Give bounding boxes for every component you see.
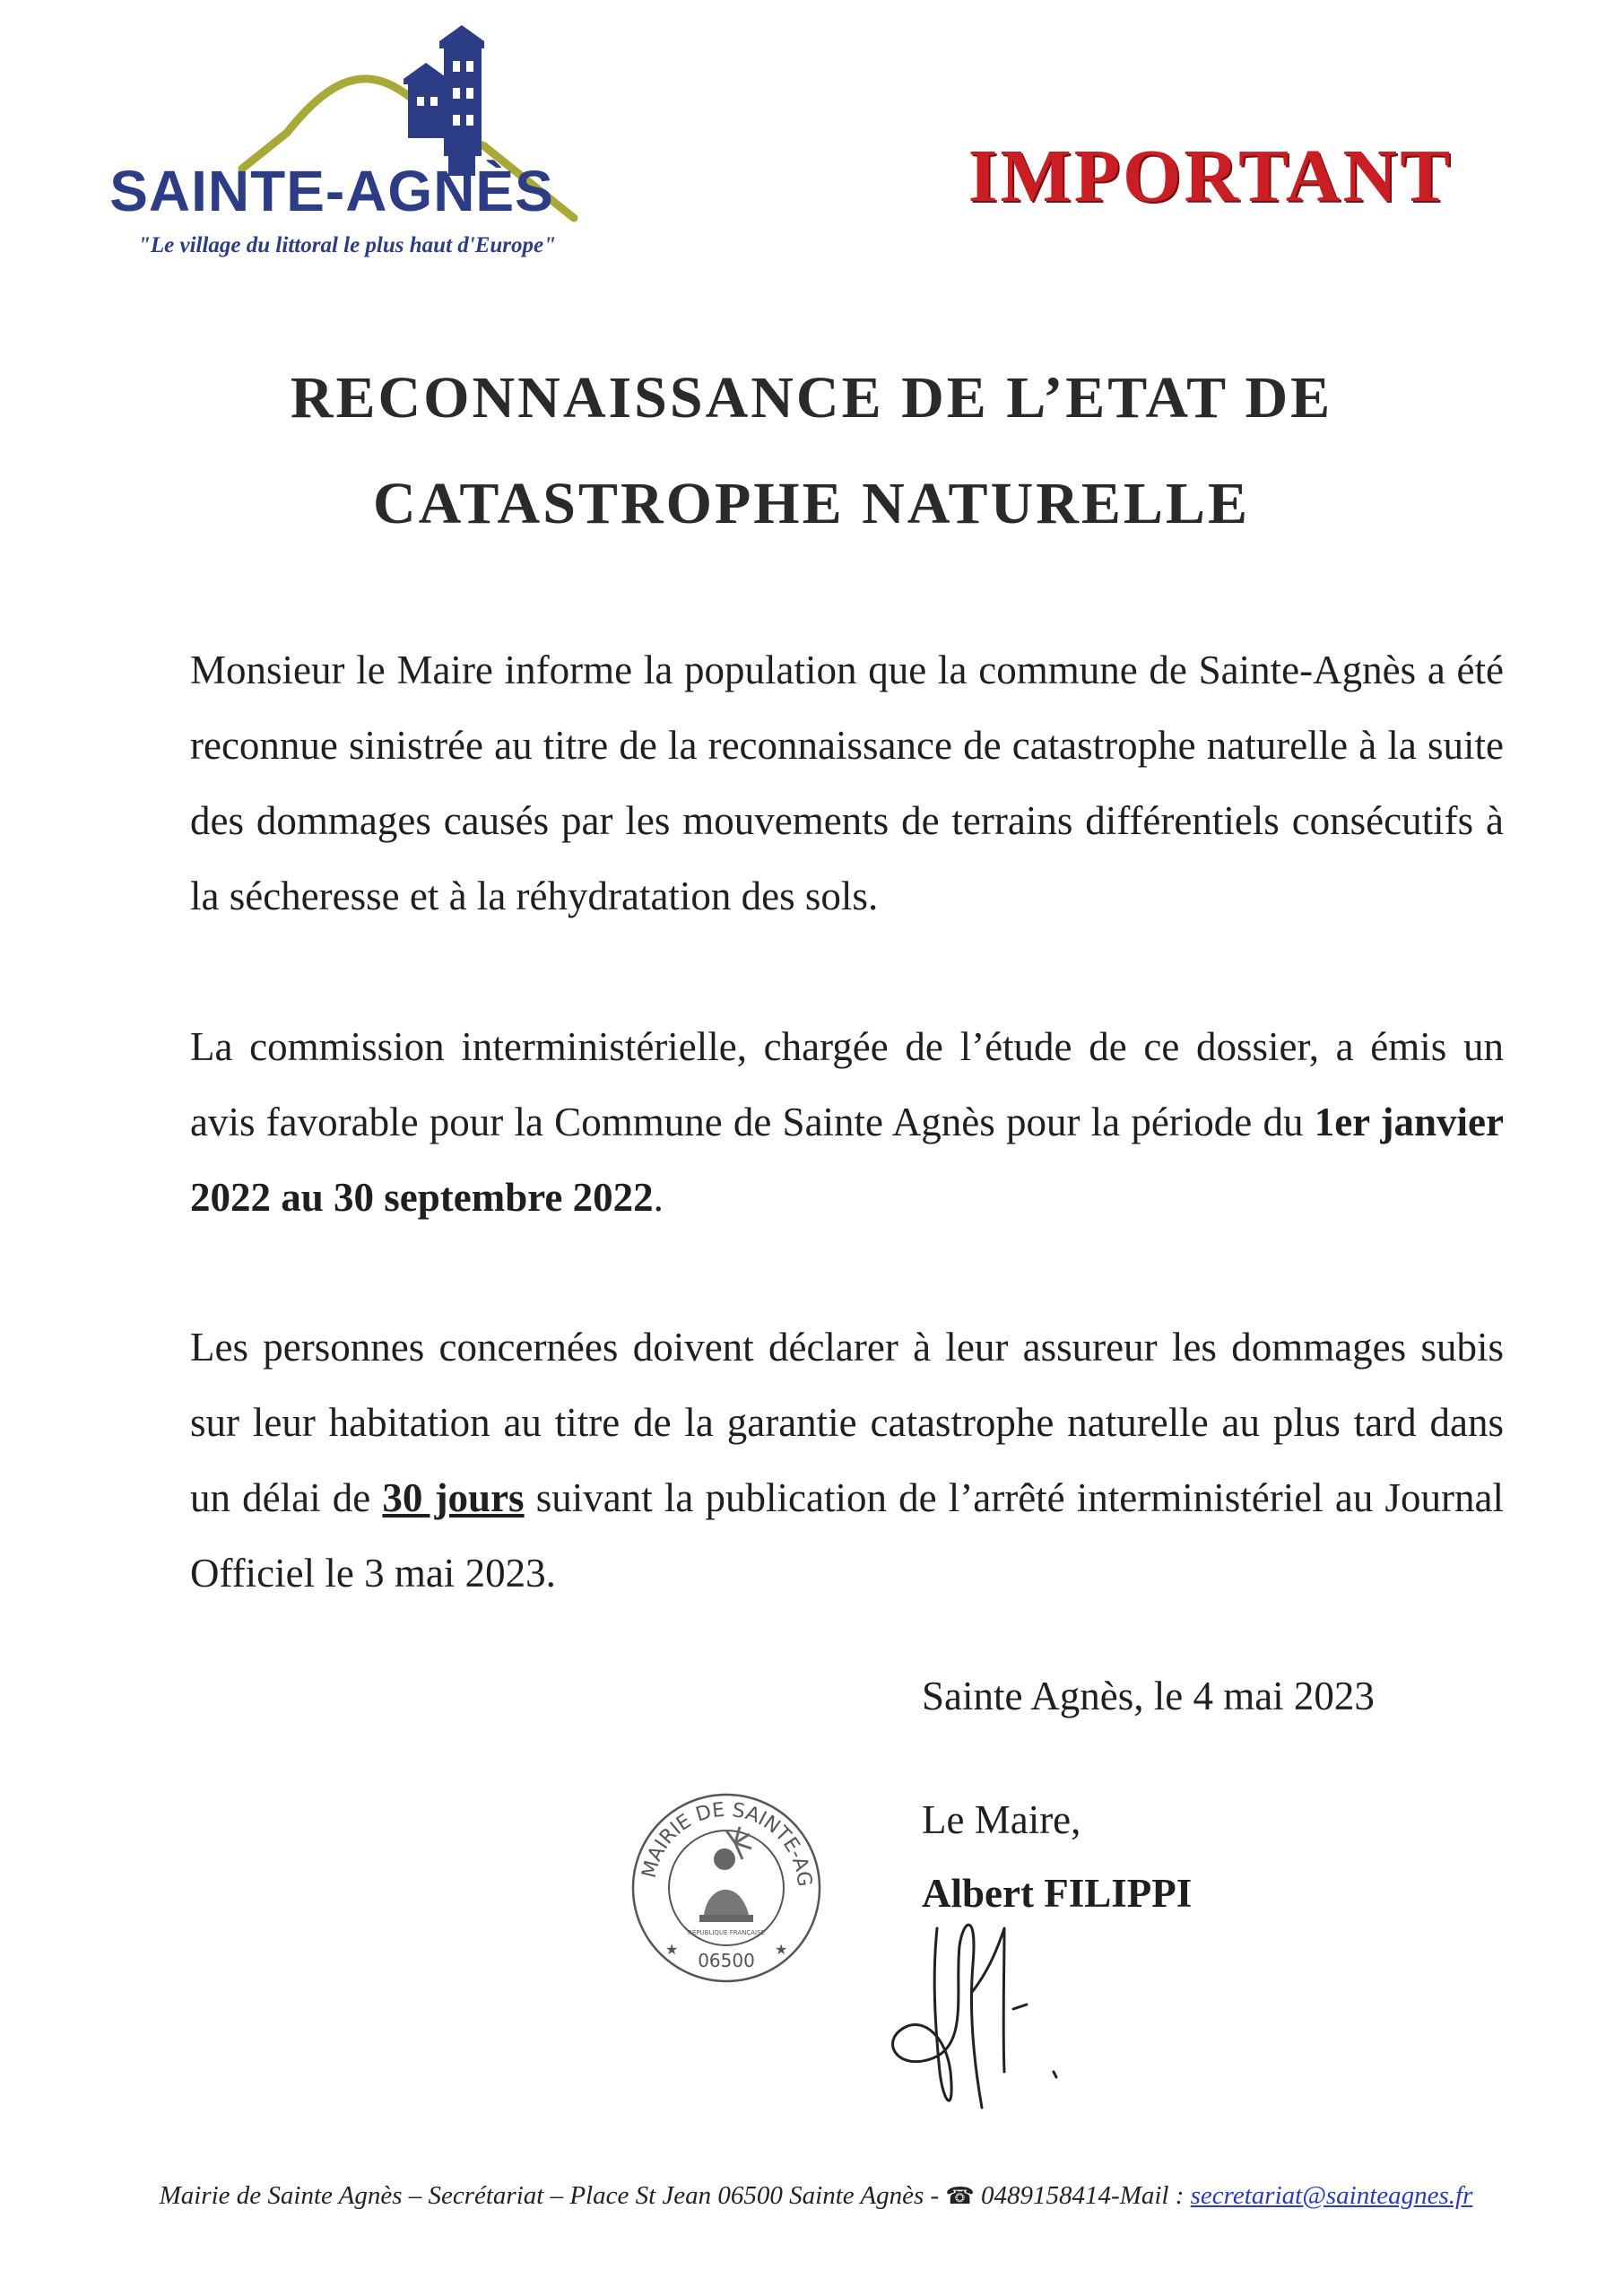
place-date: Sainte Agnès, le 4 mai 2023 [922, 1674, 1375, 1718]
paragraph-3-text-after: suivant la publication de l’arrêté interministériel au Journal Officiel le 3 mai 2023. [190, 1475, 1504, 1596]
svg-text:MAIRIE DE SAINTE-AGNES [628, 1780, 815, 1888]
signature-icon [870, 1892, 1076, 2126]
seal-star-left: ★ [665, 1941, 679, 1958]
deadline: 30 jours [382, 1475, 525, 1520]
mayor-name: Albert FILIPPI [922, 1871, 1193, 1916]
page-title [143, 345, 1480, 557]
handwritten-signature [870, 1892, 1076, 2126]
period-dates: 1er janvier 2022 au 30 septembre 2022 [190, 1100, 1504, 1220]
town-seal [628, 1780, 825, 1996]
paragraph-2-end: . [653, 1175, 664, 1220]
seal-stamp-icon [628, 1780, 825, 1996]
paragraph-3-text-before: Les personnes concernées doivent déclarer à leur assureur les dommages subis sur leur habitation au titre de la garantie catastrophe naturelle au plus tard dans un délai de [190, 1325, 1504, 1520]
paragraph-2 [190, 1009, 1504, 1235]
paragraph-3 [190, 1309, 1504, 1611]
seal-text-top: MAIRIE DE SAINTE-AG [638, 1798, 816, 1888]
footer-phone: 0489158414-Mail : [974, 2181, 1191, 2210]
logo [108, 25, 610, 285]
seal-star-right: ★ [775, 1941, 788, 1958]
footer-address: Mairie de Sainte Agnès – Secrétariat – Place St Jean 06500 Sainte Agnès - [159, 2181, 946, 2210]
seal-postcode: 06500 [698, 1950, 755, 1971]
paragraph-1: Monsieur le Maire informe la population que la commune de Sainte-Agnès a été reconnue sinistrée au titre de la reconnaissance de catastrophe naturelle à la suite des dommages causés par les mouvements de terrains différentiels consécutifs à la sécheresse et à la réhydratation des sols. [190, 648, 1504, 918]
seal-text-small: RÉPUBLIQUE FRANÇAISE [688, 1929, 765, 1936]
important-label: IMPORTANT [968, 135, 1454, 218]
title-line-1: RECONNAISSANCE DE L’ETAT DE [290, 365, 1333, 430]
footer [90, 2181, 1542, 2211]
title-line-2: CATASTROPHE NATURELLE [373, 471, 1250, 536]
mayor-role: Le Maire, [922, 1797, 1081, 1842]
footer-email-link[interactable]: secretariat@sainteagnes.fr [1190, 2181, 1473, 2210]
logo-name: SAINTE-AGNÈS [109, 159, 554, 223]
logo-tagline: "Le village du littoral le plus haut d'Europe" [138, 233, 556, 257]
paragraph-2-text: La commission interministérielle, chargée de l’étude de ce dossier, a émis un avis favorable pour la Commune de Sainte Agnès pour la période du [190, 1024, 1504, 1144]
phone-icon: ☎ [945, 2183, 975, 2209]
